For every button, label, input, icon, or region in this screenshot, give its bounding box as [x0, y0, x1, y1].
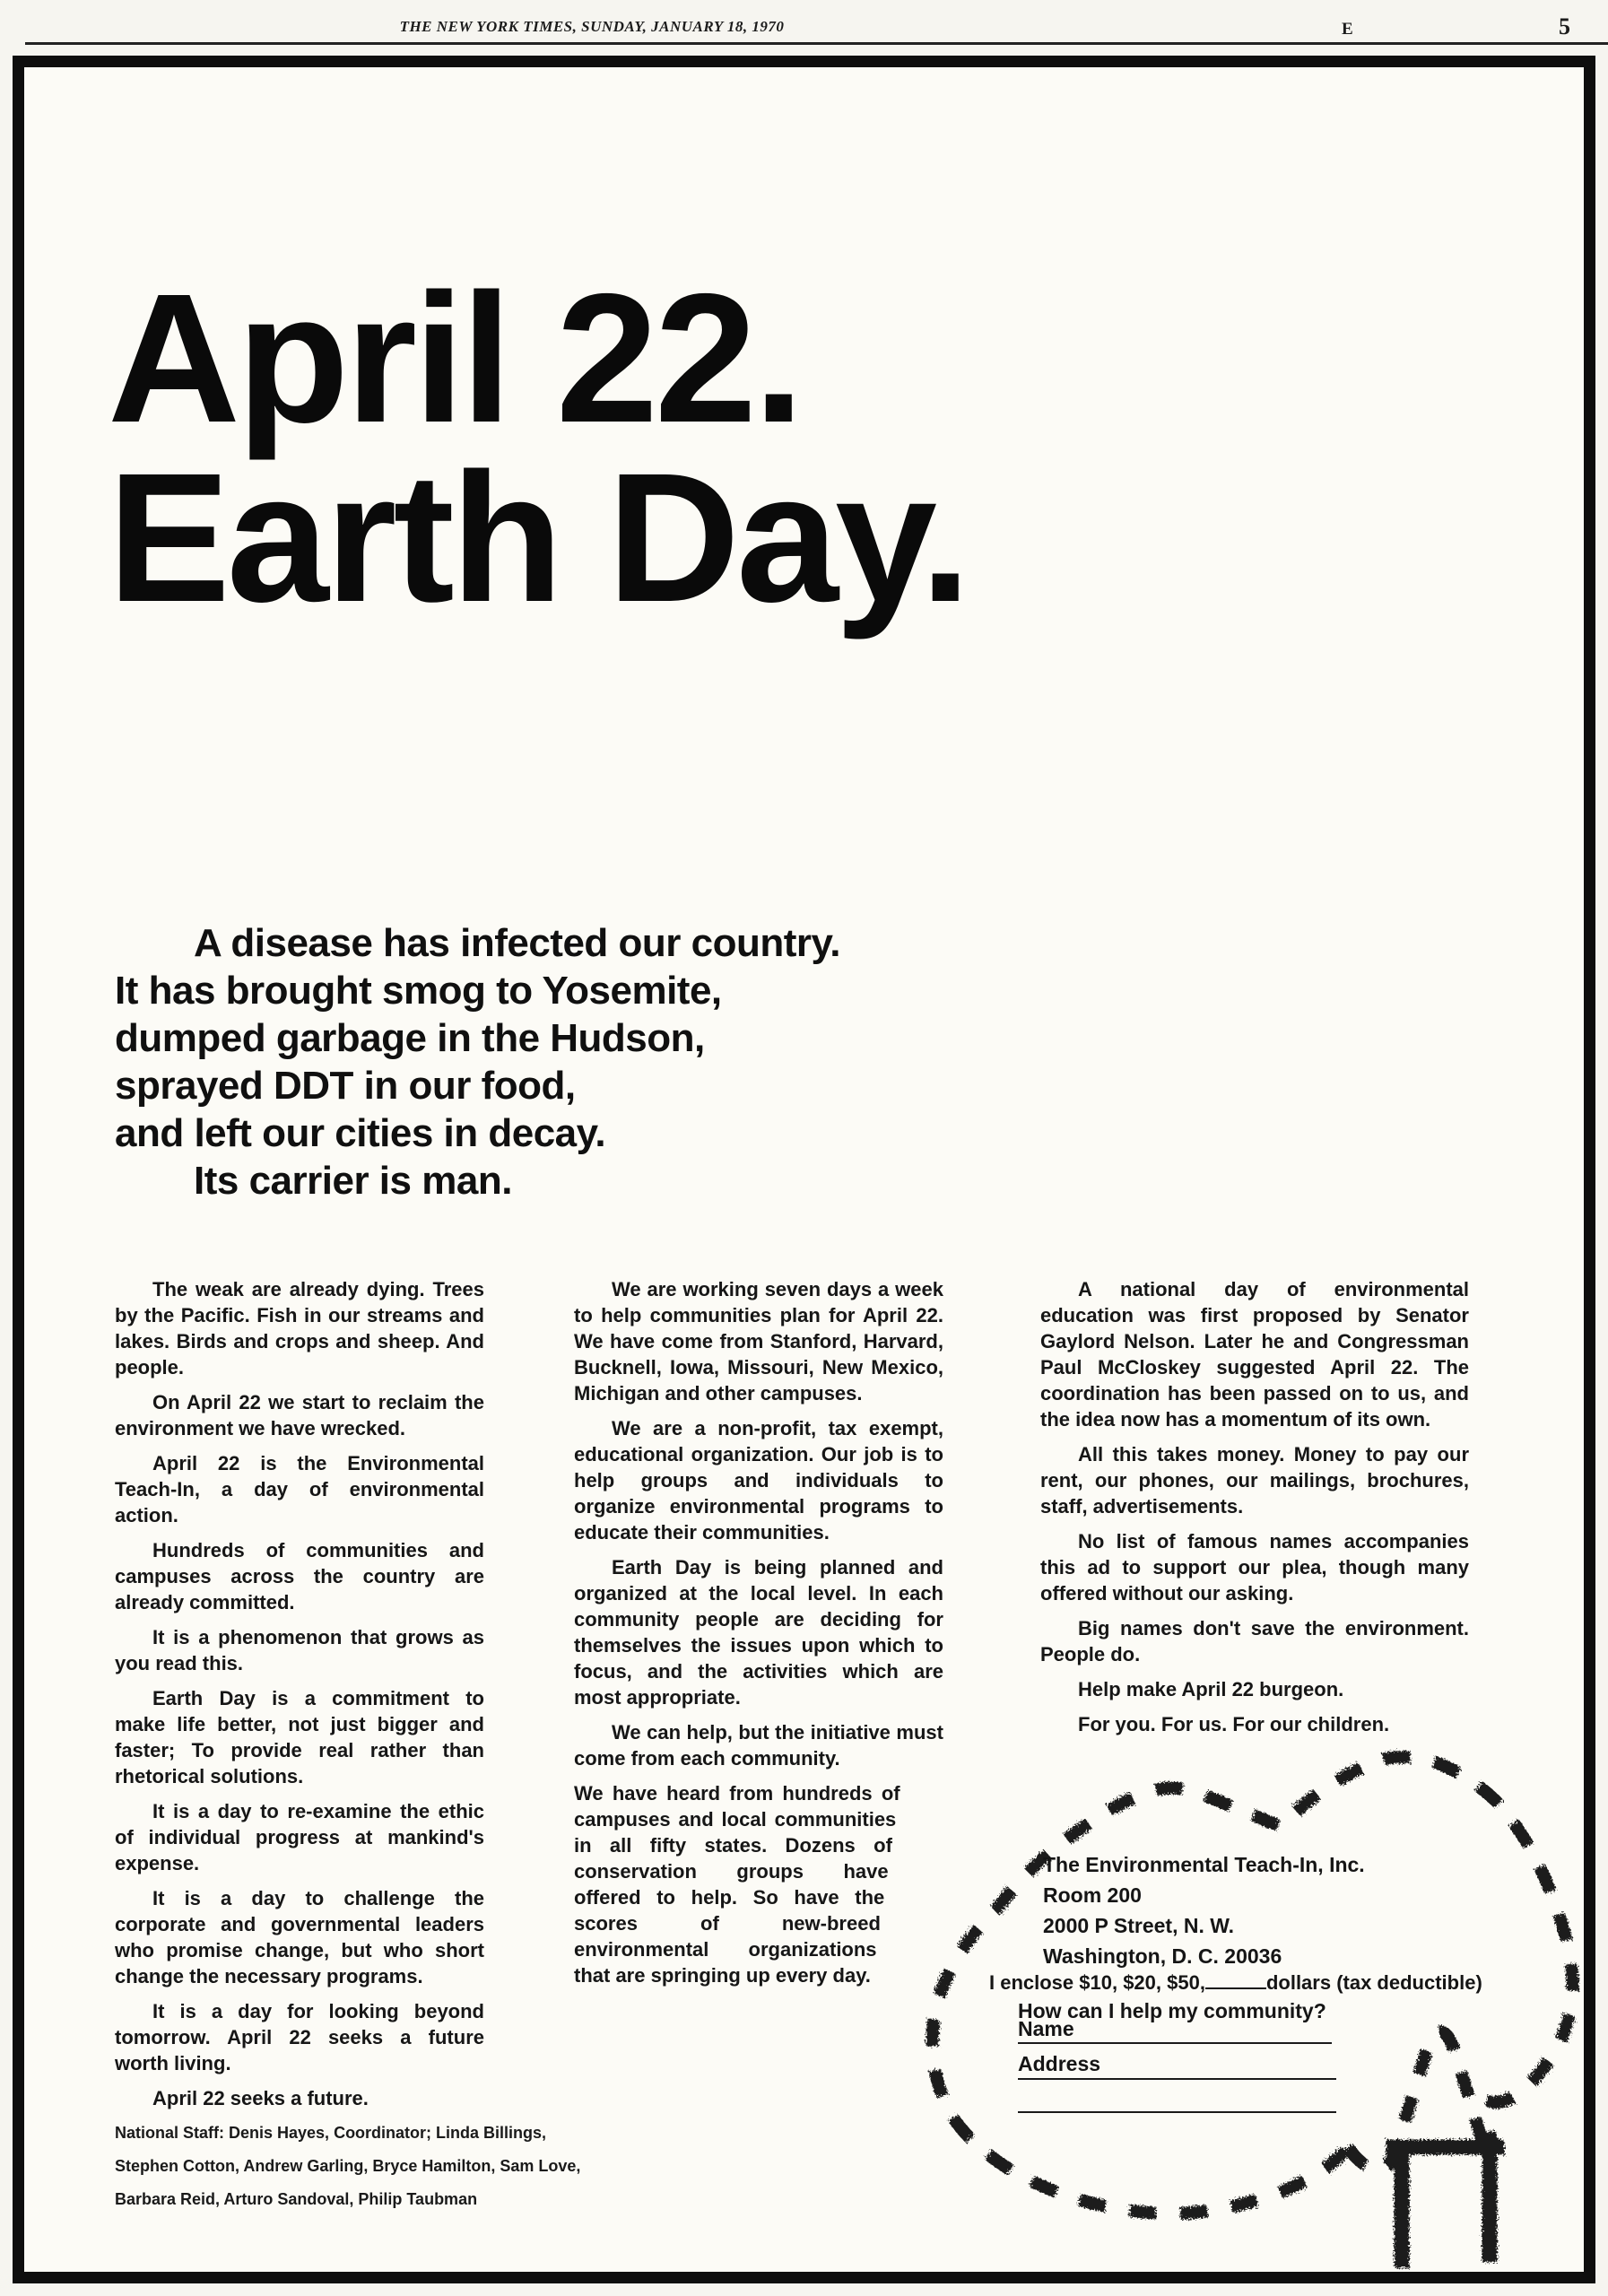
manifesto-line: It has brought smog to Yosemite,	[115, 969, 722, 1013]
manifesto-line: Its carrier is man.	[194, 1159, 512, 1203]
paragraph: We can help, but the initiative must come from each community.	[574, 1721, 943, 1770]
name-label: Name	[1018, 2017, 1074, 2040]
national-staff-credits	[115, 2117, 580, 2216]
paragraph: April 22 is the Environmental Teach-In, a day of environmental action.	[115, 1452, 484, 1526]
help-question: How can I help my community?	[1018, 1999, 1326, 2022]
org-room: Room 200	[1043, 1883, 1142, 1907]
paragraph: We are a non-profit, tax exempt, educational organization. Our job is to help groups and individuals to organize environmental programs to educate their communities.	[574, 1417, 943, 1544]
headline-line-1: April 22.	[108, 256, 801, 461]
enclose-text-post: dollars (tax deductible)	[1265, 1971, 1482, 1994]
address-label: Address	[1018, 2052, 1101, 2075]
paragraph: A national day of environmental education was first proposed by Senator Gaylord Nelson. Later he and Congressman Paul McCloskey suggested April 22. The coordination has been passed on to us, and the idea now has a momentum of its own.	[1040, 1278, 1469, 1431]
paragraph: Earth Day is a commitment to make life better, not just bigger and faster; To provide real rather than rhetorical solutions.	[115, 1687, 484, 1787]
paragraph-text: We have heard from hundreds of campuses and local communities in all fifty states. Dozens of conservation groups have offered to help. So have the scores of new-breed environmental organizations that are springing up every day.	[574, 1782, 900, 1987]
paragraph: No list of famous names accompanies this ad to support our plea, though many offered without our asking.	[1040, 1530, 1469, 1605]
paragraph: It is a day to challenge the corporate and governmental leaders who promise change, but who short change the necessary programs.	[115, 1887, 484, 1987]
org-street: 2000 P Street, N. W.	[1043, 1914, 1235, 1937]
paragraph: Earth Day is being planned and organized at the local level. In each community people are deciding for themselves the issues upon which to focus, and the activities which are most appropriate.	[574, 1556, 943, 1709]
dollars-blank-line	[1205, 1970, 1266, 1989]
paragraph: We are working seven days a week to help communities plan for April 22. We have come from Stanford, Harvard, Bucknell, Iowa, Missouri, New Mexico, Michigan and other campuses.	[574, 1278, 943, 1405]
paragraph: Hundreds of communities and campuses across the country are already committed.	[115, 1539, 484, 1613]
manifesto-line: and left our cities in decay.	[115, 1111, 606, 1155]
paragraph: The weak are already dying. Trees by the Pacific. Fish in our streams and lakes. Birds and crops and sheep. And people.	[115, 1278, 484, 1378]
org-name: The Environmental Teach-In, Inc.	[1043, 1853, 1365, 1876]
body-column-1	[115, 1276, 484, 2120]
enclose-line	[989, 1970, 1482, 1995]
headline	[108, 256, 968, 640]
paragraph: It is a day for looking beyond tomorrow. April 22 seeks a future worth living.	[115, 2000, 484, 2074]
staff-line: Stephen Cotton, Andrew Garling, Bryce Hamilton, Sam Love,	[115, 2157, 581, 2175]
paragraph: On April 22 we start to reclaim the environment we have wrecked.	[115, 1391, 484, 1439]
coupon-address-block	[1043, 1849, 1365, 1971]
manifesto-line: dumped garbage in the Hudson,	[115, 1016, 705, 1060]
paragraph	[574, 1780, 943, 1988]
extra-fill-line	[1018, 2111, 1336, 2113]
paragraph: All this takes money. Money to pay our rent, our phones, our mailings, brochures, staff, advertisements.	[1040, 1443, 1469, 1518]
name-fill-line	[1018, 2042, 1332, 2044]
headline-line-2: Earth Day.	[108, 435, 968, 640]
paragraph: It is a phenomenon that grows as you read this.	[115, 1626, 484, 1674]
manifesto	[115, 919, 840, 1205]
paragraph: It is a day to re-examine the ethic of individual progress at mankind's expense.	[115, 1800, 484, 1874]
masthead-rule	[25, 42, 1608, 45]
body-column-2	[574, 1276, 943, 1997]
section-letter: E	[1342, 20, 1353, 39]
manifesto-line: A disease has infected our country.	[194, 921, 840, 965]
body-column-3	[1040, 1276, 1469, 1746]
paragraph: Help make April 22 burgeon.	[1078, 1678, 1344, 1700]
enclose-text-pre: I enclose $10, $20, $50,	[989, 1971, 1205, 1994]
paragraph: For you. For us. For our children.	[1078, 1713, 1390, 1735]
staff-line: Barbara Reid, Arturo Sandoval, Philip Taubman	[115, 2190, 478, 2208]
page-number: 5	[1559, 13, 1570, 39]
address-fill-line	[1018, 2078, 1336, 2080]
org-city: Washington, D. C. 20036	[1043, 1944, 1282, 1968]
paragraph: April 22 seeks a future.	[152, 2087, 369, 2109]
staff-line: National Staff: Denis Hayes, Coordinator; Linda Billings,	[115, 2124, 547, 2142]
masthead-title: THE NEW YORK TIMES, SUNDAY, JANUARY 18, 1970	[399, 18, 785, 35]
paragraph: Big names don't save the environment. People do.	[1040, 1617, 1469, 1665]
manifesto-line: sprayed DDT in our food,	[115, 1064, 576, 1108]
